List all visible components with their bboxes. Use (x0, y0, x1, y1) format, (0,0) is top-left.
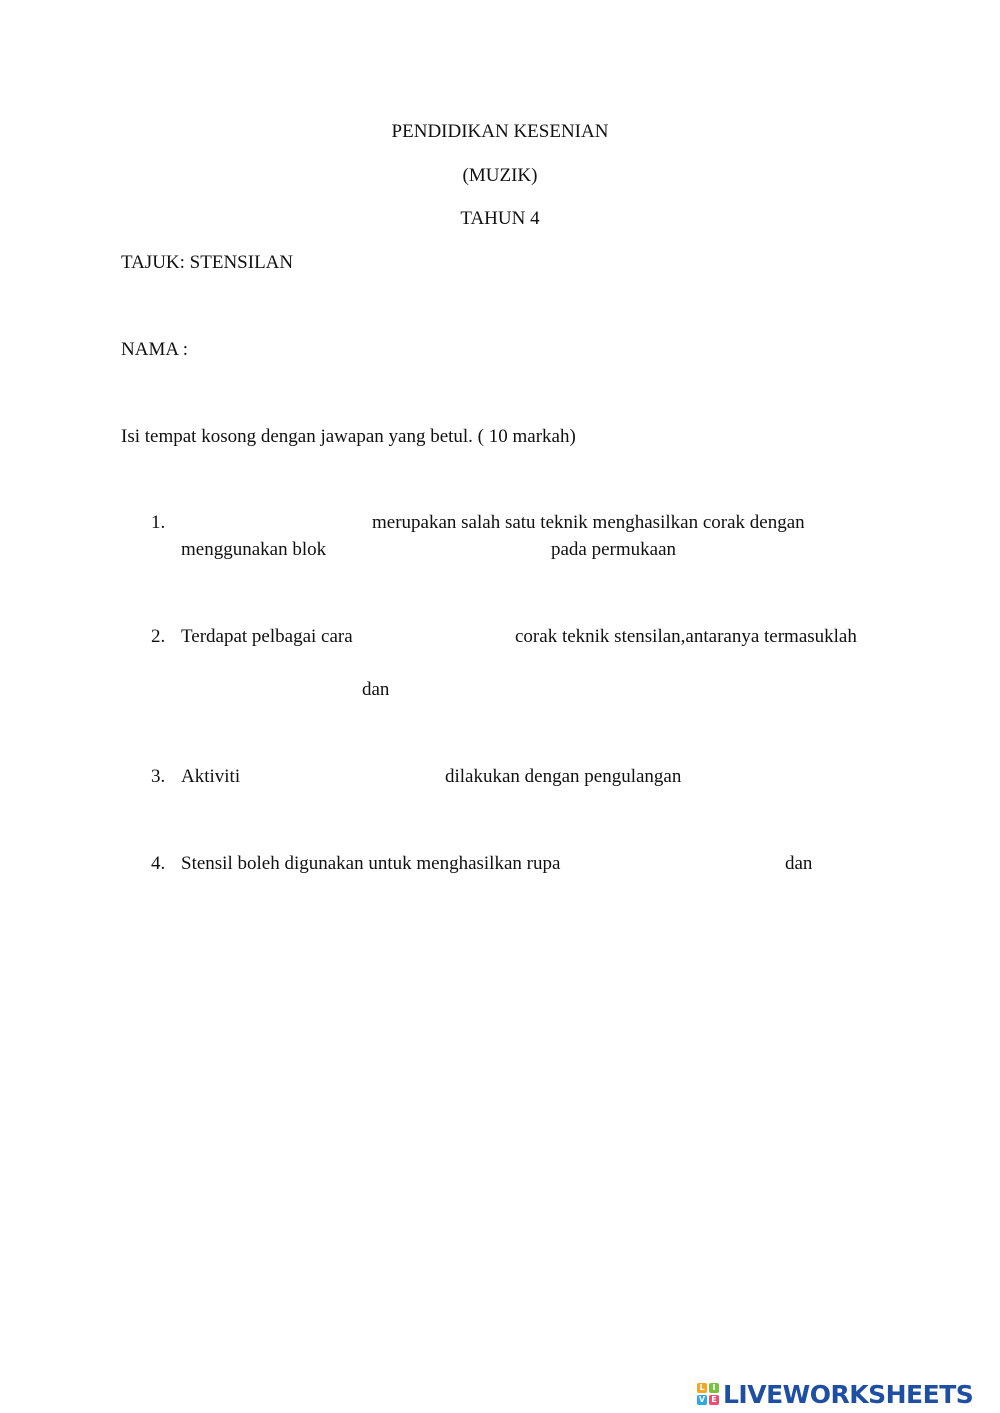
logo-mark-letter: V (698, 1395, 706, 1404)
brand-name: LIVEWORKSHEETS (723, 1379, 974, 1409)
answer-blank-4b[interactable] (820, 853, 970, 875)
answer-blank-1a[interactable] (181, 512, 361, 534)
question-number: 3. (151, 766, 166, 787)
topic-title: TAJUK: STENSILAN (121, 252, 294, 273)
answer-blank-3b[interactable] (700, 766, 850, 788)
instruction-text: Isi tempat kosong dengan jawapan yang betul. ( 10 markah) (121, 426, 576, 447)
answer-blank-4a[interactable] (592, 853, 777, 875)
answer-blank-2c[interactable] (400, 679, 580, 701)
answer-blank-1b[interactable] (345, 539, 540, 561)
worksheet-subject: PENDIDIKAN KESENIAN (391, 121, 609, 142)
worksheet-year: TAHUN 4 (460, 208, 540, 229)
liveworksheets-logo-icon (697, 1383, 719, 1405)
question-text: Stensil boleh digunakan untuk menghasilkan rupa (181, 853, 561, 874)
logo-mark-letter: I (709, 1383, 719, 1393)
logo-mark-letter: L (697, 1383, 707, 1393)
question-number: 1. (151, 512, 166, 533)
name-label: NAMA : (121, 339, 189, 360)
question-text: Aktiviti (181, 766, 241, 787)
question-number: 2. (151, 626, 166, 647)
question-text: dan (362, 679, 390, 700)
question-text: corak teknik stensilan,antaranya termasuklah (515, 626, 857, 647)
answer-blank-2b[interactable] (181, 679, 351, 701)
answer-blank-2a[interactable] (372, 626, 507, 648)
question-text: dan (785, 853, 813, 874)
question-text: pada permukaan (551, 539, 677, 560)
question-text: menggunakan blok (181, 539, 327, 560)
question-text: dilakukan dengan pengulangan (445, 766, 682, 787)
logo-mark-letter: E (709, 1395, 719, 1405)
question-text: Terdapat pelbagai cara (181, 626, 353, 647)
worksheet-sub-subject: (MUZIK) (462, 165, 538, 186)
name-input[interactable] (200, 339, 500, 361)
answer-blank-3a[interactable] (252, 766, 437, 788)
question-text: merupakan salah satu teknik menghasilkan corak dengan (372, 512, 805, 533)
liveworksheets-logo (697, 1378, 973, 1410)
question-number: 4. (151, 853, 166, 874)
